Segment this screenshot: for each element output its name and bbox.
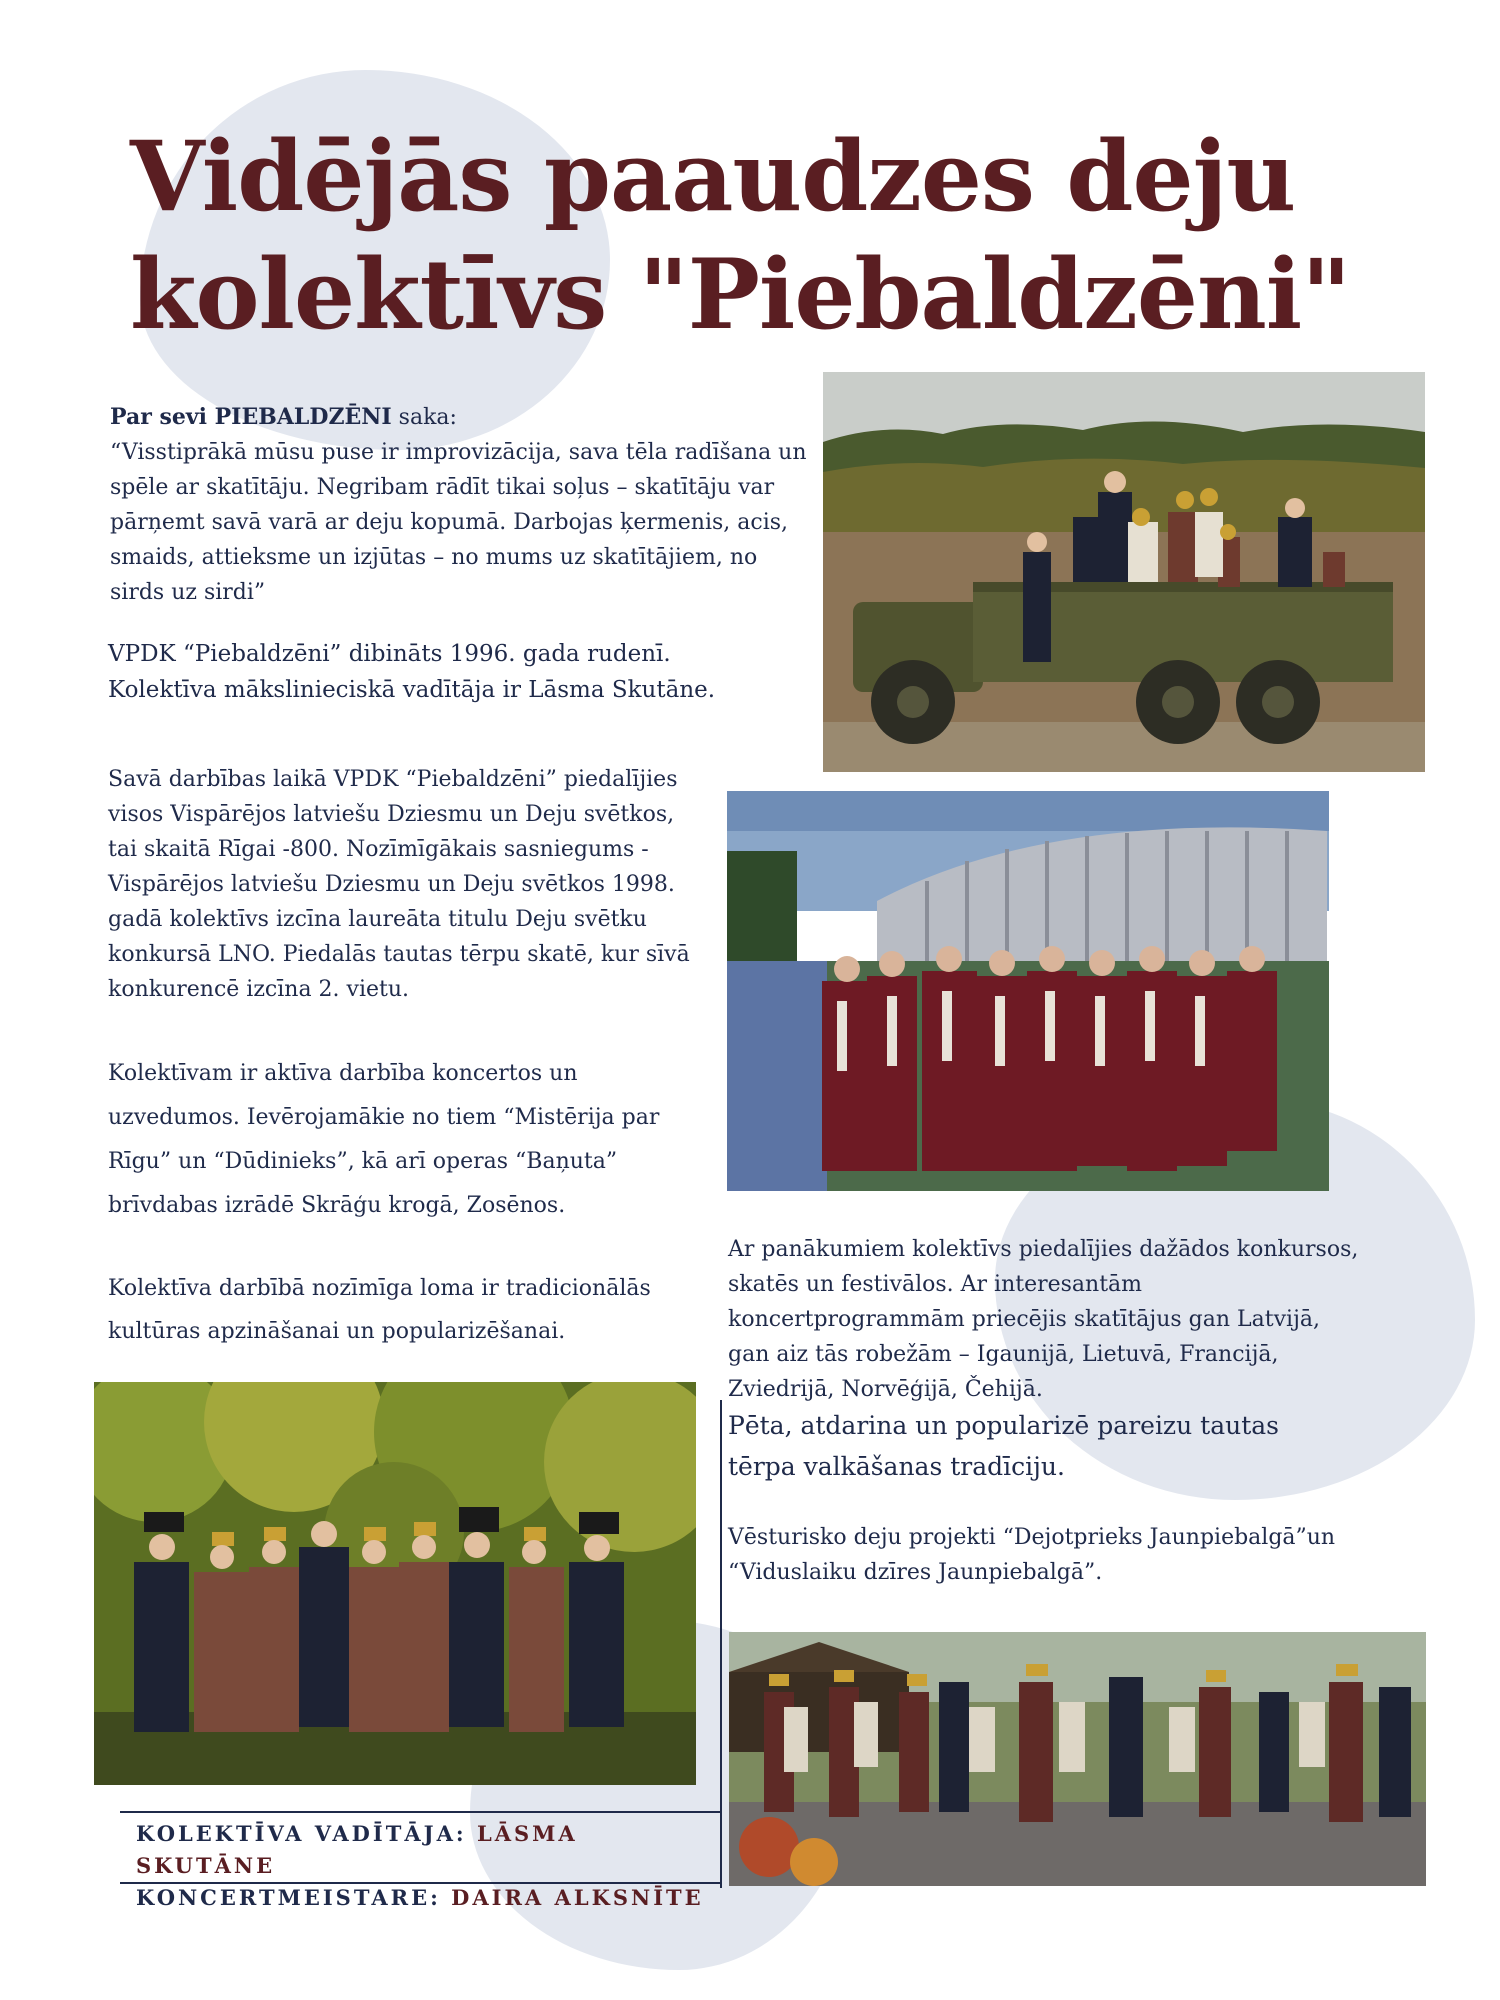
title-line-2: kolektīvs "Piebaldzēni" (130, 238, 1351, 351)
divider-vertical (720, 1400, 722, 1888)
credit-leader-name: LĀSMA SKUTĀNE (136, 1821, 578, 1878)
founded-paragraph: VPDK “Piebaldzēni” dibināts 1996. gada rudenī. Kolektīva mākslinieciskā vadītāja ir Lāsma Skutāne. (108, 641, 716, 703)
credit-accompanist-name: DAIRA ALKSNĪTE (451, 1885, 704, 1910)
photo-autumn-group (94, 1382, 696, 1785)
credit-leader (136, 1818, 716, 1882)
intro-quote-block (110, 400, 810, 610)
projects-paragraph: Vēsturisko deju projekti “Dejotprieks Jaunpiebalgā”un “Viduslaiku dzīres Jaunpiebalgā”. (728, 1525, 1336, 1585)
credit-leader-label: KOLEKTĪVA VADĪTĀJA: (136, 1821, 467, 1846)
page-title (130, 118, 1380, 354)
divider-credits-top (120, 1811, 720, 1813)
photo-stadium-group (727, 791, 1329, 1191)
photo-dancers-towels (729, 1632, 1426, 1886)
photo-truck-group (823, 372, 1425, 772)
intro-quote: “Visstiprākā mūsu puse ir improvizācija, sava tēla radīšana un spēle ar skatītāju. Negribam rādīt tikai soļus – skatītāju var pārņemt savā varā ar deju kopumā. Darbojas ķermenis, acis, smaids, attieksme un izjūtas – no mums uz skatītājiem, no sirds uz sirdi” (110, 440, 807, 605)
title-line-1: Vidējās paaudzes deju (130, 120, 1296, 233)
intro-lead-rest: saka: (391, 405, 457, 430)
tradition-paragraph: Kolektīva darbībā nozīmīga loma ir tradicionālās kultūras apzināšanai un popularizēšanai. (108, 1276, 651, 1344)
festivals-paragraph: Savā darbības laikā VPDK “Piebaldzēni” piedalījies visos Vispārējos latviešu Dziesmu un Deju svētkos, tai skaitā Rīgai -800. Nozīmīgākais sasniegums - Vispārējos latviešu Dziesmu un Deju svētkos 1998. gadā kolektīvs izcīna laureāta titulu Deju svētku konkursā LNO. Piedalās tautas tērpu skatē, kur sīvā konkurencē izcīna 2. vietu. (108, 767, 690, 1002)
costume-paragraph: Pēta, atdarina un popularizē pareizu tautas tērpa valkāšanas tradīciju. (728, 1411, 1279, 1481)
credit-accompanist-label: KONCERTMEISTARE: (136, 1885, 441, 1910)
competitions-paragraph: Ar panākumiem kolektīvs piedalījies dažādos konkursos, skatēs un festivālos. Ar interesantām koncertprogrammām priecējis skatītājus gan Latvijā, gan aiz tās robežām – Igaunijā, Lietuvā, Francijā, Zviedrijā, Norvēģijā, Čehijā. (728, 1237, 1359, 1402)
intro-lead: Par sevi PIEBALDZĒNI (110, 404, 392, 430)
credits-block (136, 1818, 716, 1914)
concerts-paragraph: Kolektīvam ir aktīva darbība koncertos un uzvedumos. Ievērojamākie no tiem “Mistērija par Rīgu” un “Dūdinieks”, kā arī operas “Baņuta” brīvdabas izrādē Skrāģu krogā, Zosēnos. (108, 1061, 660, 1218)
credit-accompanist (136, 1882, 716, 1914)
